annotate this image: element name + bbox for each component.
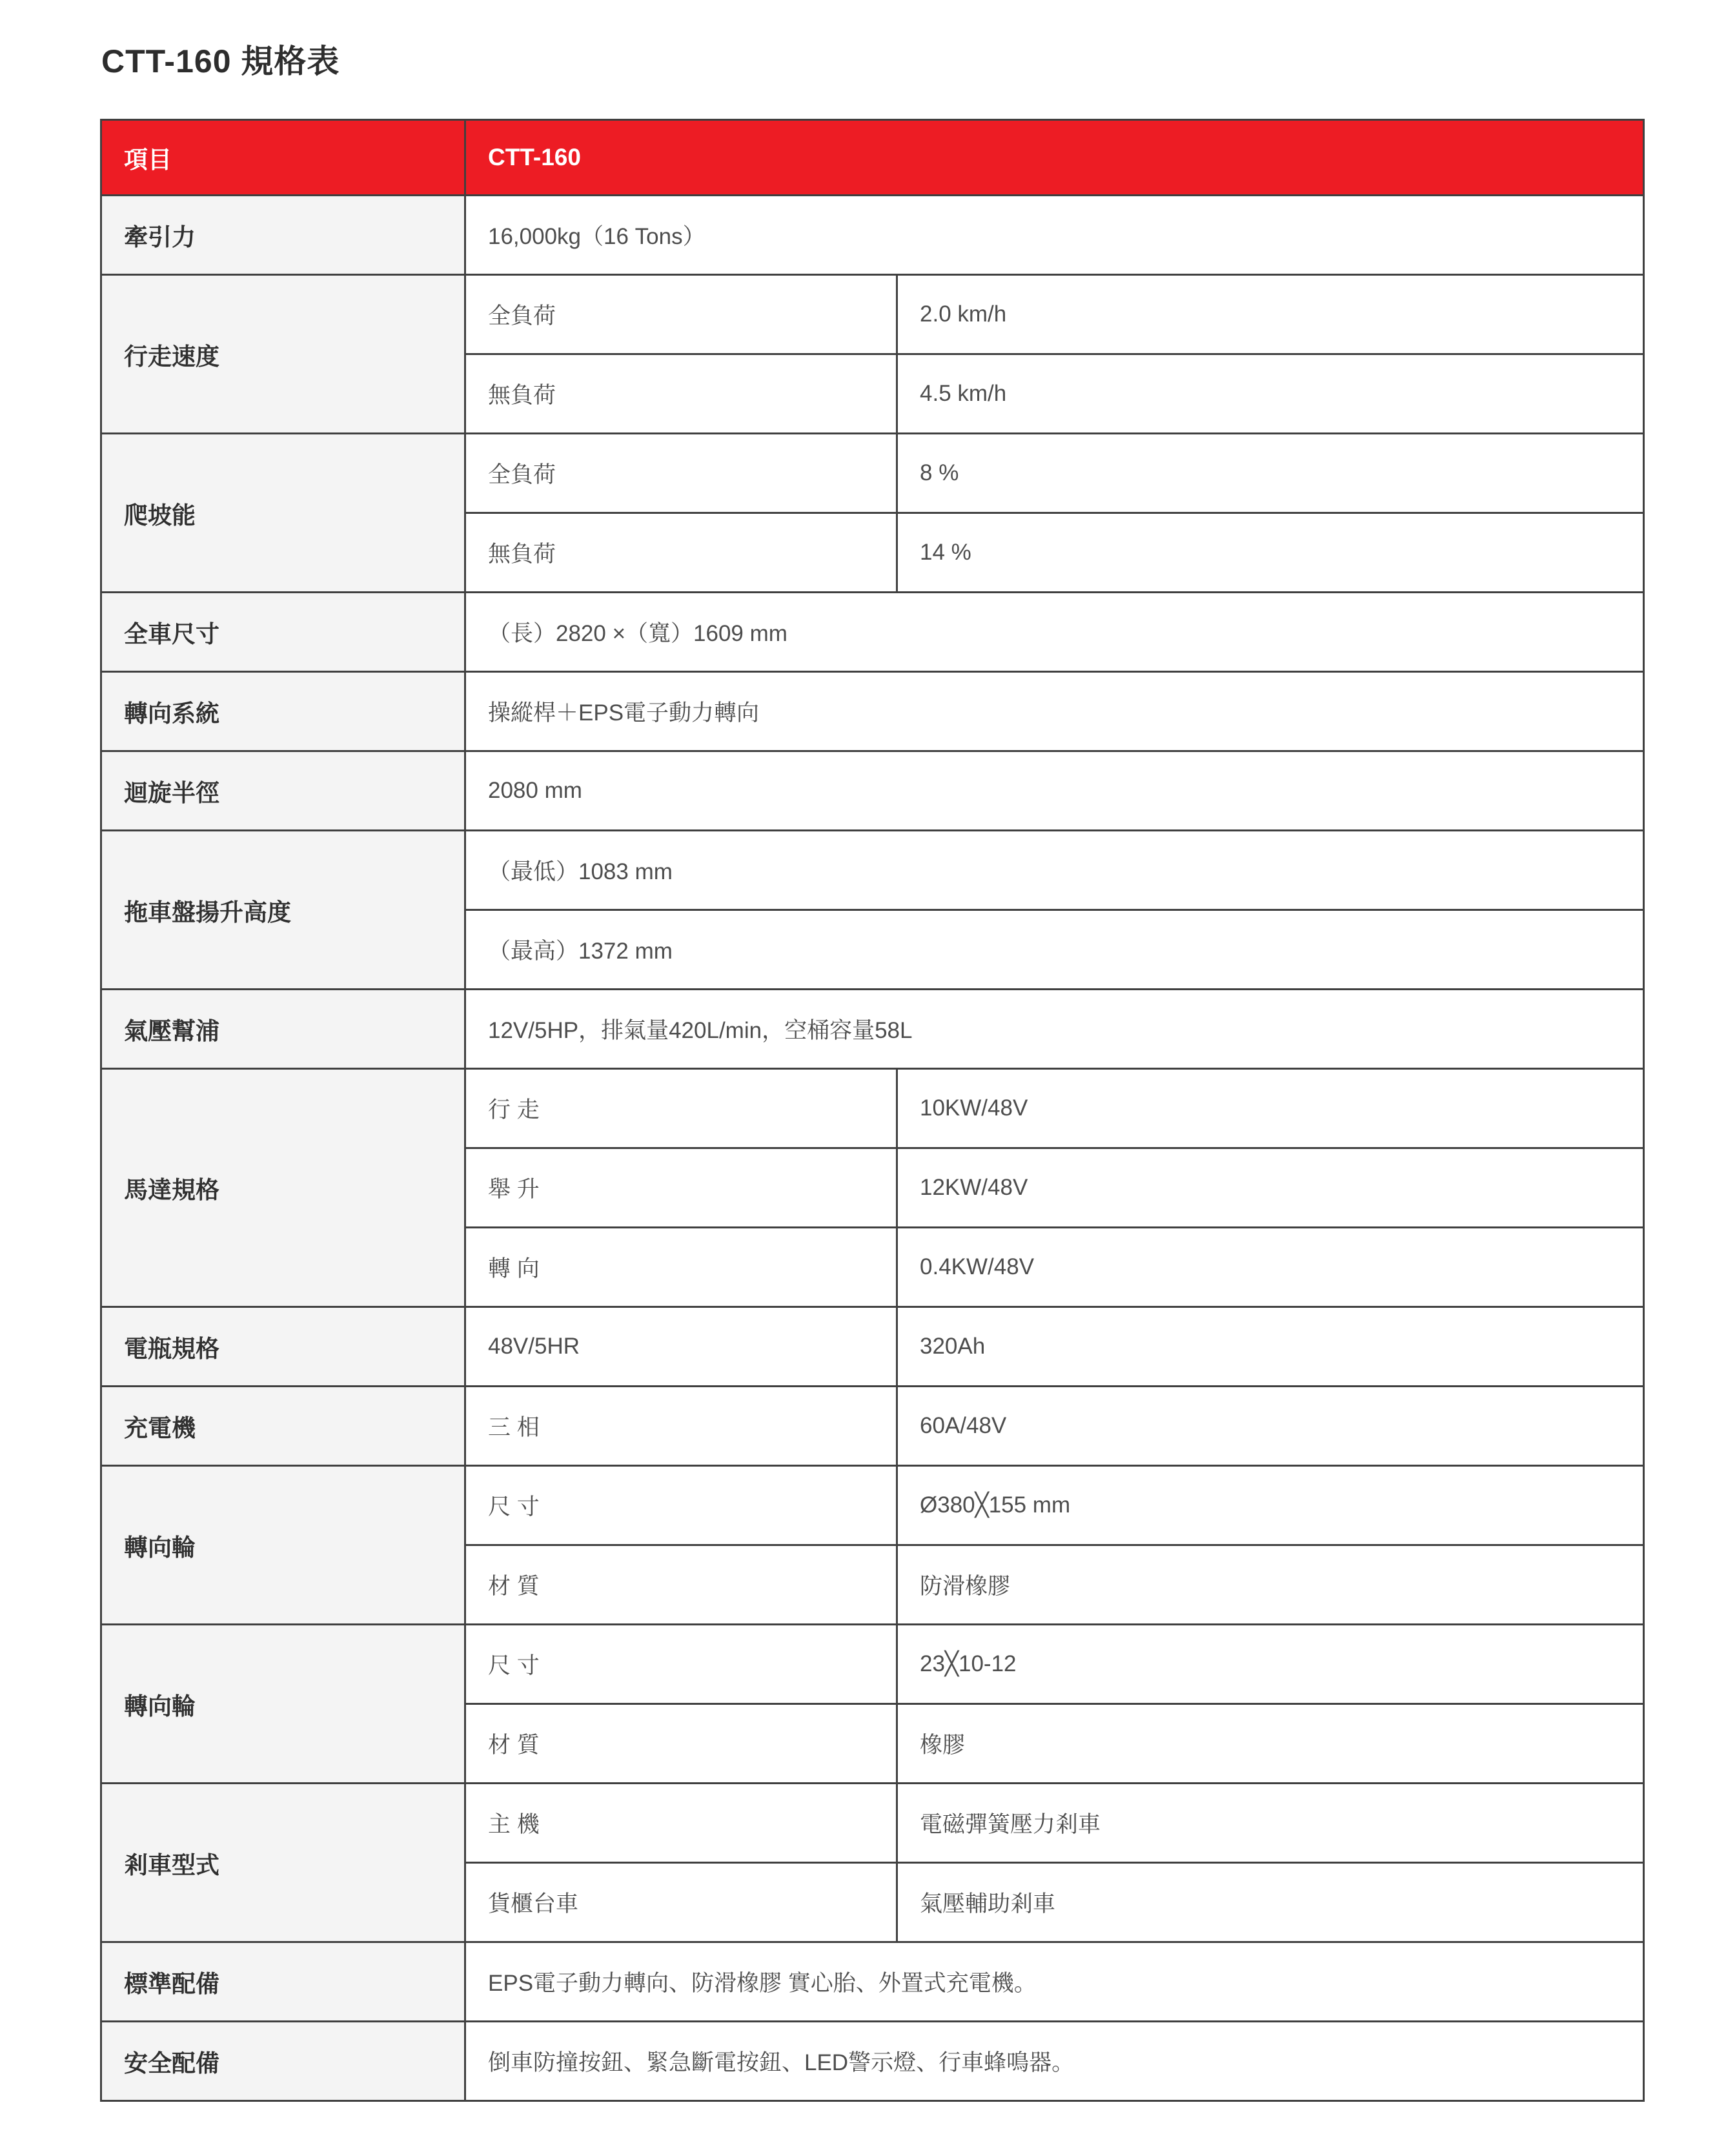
spec-sublabel: 材 質	[465, 1545, 897, 1625]
spec-value: 電磁彈簧壓力剎車	[897, 1784, 1644, 1863]
table-row	[101, 1466, 1644, 1545]
spec-label: 轉向系統	[101, 672, 465, 751]
table-row	[101, 672, 1644, 751]
spec-label: 標準配備	[101, 1942, 465, 2022]
spec-sublabel: 無負荷	[465, 513, 897, 593]
spec-value: （最高）1372 mm	[465, 910, 1644, 990]
spec-label: 迴旋半徑	[101, 751, 465, 831]
spec-value: 10KW/48V	[897, 1069, 1644, 1148]
spec-value: （最低）1083 mm	[465, 831, 1644, 910]
spec-label: 安全配備	[101, 2022, 465, 2101]
spec-table	[100, 119, 1645, 2102]
spec-value: 0.4KW/48V	[897, 1228, 1644, 1307]
spec-sublabel: 無負荷	[465, 354, 897, 434]
spec-label: 氣壓幫浦	[101, 990, 465, 1069]
table-row	[101, 1307, 1644, 1387]
spec-sublabel: 舉 升	[465, 1148, 897, 1228]
table-row	[101, 593, 1644, 672]
spec-value: 氣壓輔助剎車	[897, 1863, 1644, 1942]
spec-value: 16,000kg（16 Tons）	[465, 196, 1644, 275]
spec-value: 4.5 km/h	[897, 354, 1644, 434]
spec-value: 60A/48V	[897, 1387, 1644, 1466]
table-row	[101, 1069, 1644, 1148]
spec-label: 全車尺寸	[101, 593, 465, 672]
table-row	[101, 196, 1644, 275]
table-row	[101, 1387, 1644, 1466]
spec-value: 2080 mm	[465, 751, 1644, 831]
spec-label: 爬坡能	[101, 434, 465, 593]
spec-value: 48V/5HR	[465, 1307, 897, 1387]
spec-sublabel: 全負荷	[465, 275, 897, 354]
spec-label: 馬達規格	[101, 1069, 465, 1307]
spec-sublabel: 貨櫃台車	[465, 1863, 897, 1942]
spec-sublabel: 全負荷	[465, 434, 897, 513]
spec-sublabel: 主 機	[465, 1784, 897, 1863]
header-item-cell: 項目	[101, 120, 465, 196]
spec-label: 拖車盤揚升高度	[101, 831, 465, 990]
spec-label: 牽引力	[101, 196, 465, 275]
spec-value: 2.0 km/h	[897, 275, 1644, 354]
header-row	[101, 120, 1644, 196]
spec-sublabel: 三 相	[465, 1387, 897, 1466]
spec-value: 12V/5HP，排氣量420L/min，空桶容量58L	[465, 990, 1644, 1069]
spec-value: Ø380╳155 mm	[897, 1466, 1644, 1545]
spec-label: 行走速度	[101, 275, 465, 434]
page-title: CTT-160 規格表	[101, 43, 340, 79]
spec-value: 倒車防撞按鈕、緊急斷電按鈕、LED警示燈、行車蜂鳴器。	[465, 2022, 1644, 2101]
table-row	[101, 434, 1644, 513]
spec-sublabel: 材 質	[465, 1704, 897, 1784]
spec-sublabel: 尺 寸	[465, 1466, 897, 1545]
table-row	[101, 1942, 1644, 2022]
spec-value: 8 %	[897, 434, 1644, 513]
spec-label: 電瓶規格	[101, 1307, 465, 1387]
table-row	[101, 1625, 1644, 1704]
spec-value: 320Ah	[897, 1307, 1644, 1387]
spec-value: EPS電子動力轉向、防滑橡膠 實心胎、外置式充電機。	[465, 1942, 1644, 2022]
table-row	[101, 751, 1644, 831]
spec-sublabel: 行 走	[465, 1069, 897, 1148]
spec-label: 轉向輪	[101, 1625, 465, 1784]
header-model-cell: CTT-160	[465, 120, 1644, 196]
spec-value: 12KW/48V	[897, 1148, 1644, 1228]
spec-value: 防滑橡膠	[897, 1545, 1644, 1625]
spec-sublabel: 尺 寸	[465, 1625, 897, 1704]
spec-sublabel: 轉 向	[465, 1228, 897, 1307]
table-row	[101, 990, 1644, 1069]
table-row	[101, 831, 1644, 910]
spec-value: 23╳10-12	[897, 1625, 1644, 1704]
spec-value: 橡膠	[897, 1704, 1644, 1784]
spec-value: 操縱桿＋EPS電子動力轉向	[465, 672, 1644, 751]
spec-label: 轉向輪	[101, 1466, 465, 1625]
spec-label: 充電機	[101, 1387, 465, 1466]
table-row	[101, 2022, 1644, 2101]
spec-value: 14 %	[897, 513, 1644, 593]
table-row	[101, 1784, 1644, 1863]
spec-label: 剎車型式	[101, 1784, 465, 1942]
spec-value: （長）2820 ×（寬）1609 mm	[465, 593, 1644, 672]
table-row	[101, 275, 1644, 354]
